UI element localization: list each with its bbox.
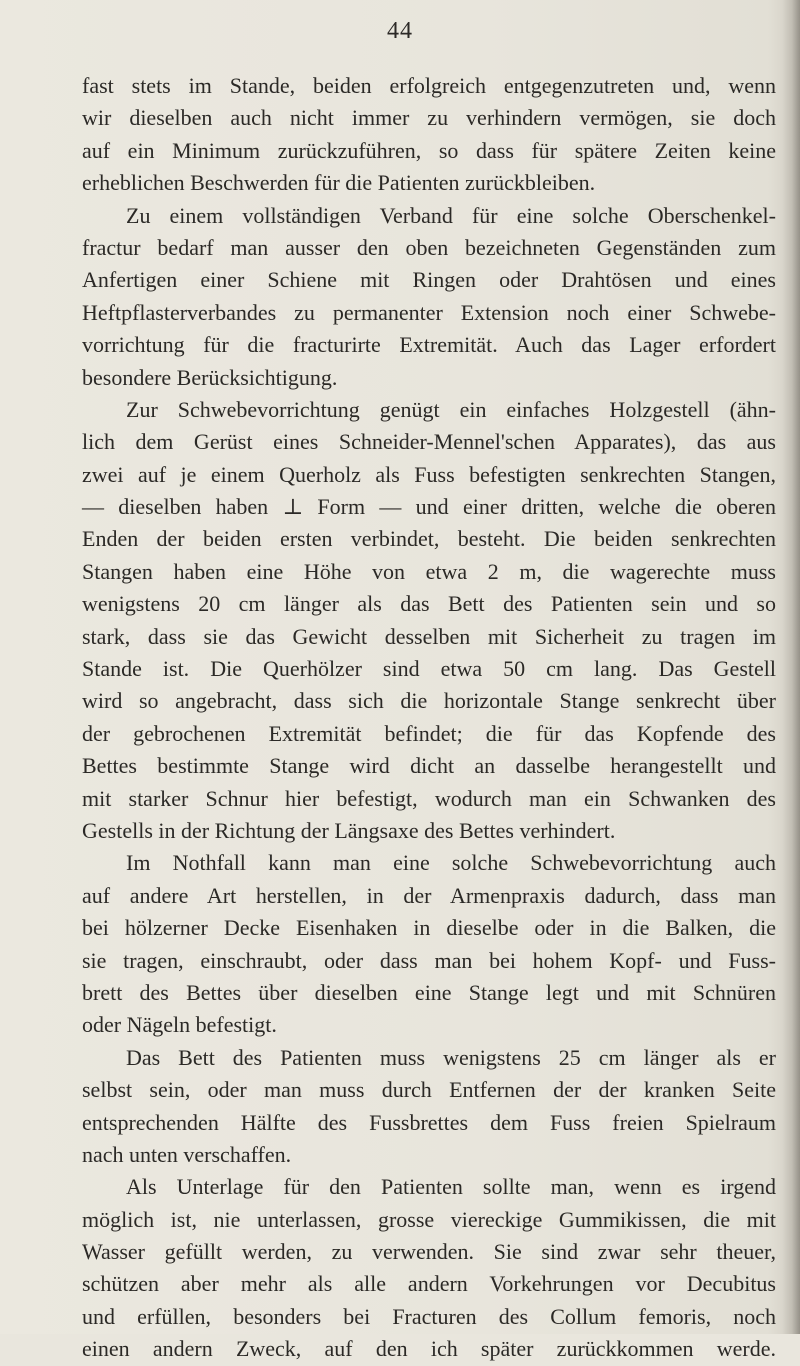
text-line: lich dem Gerüst eines Schneider-Mennel'schen Apparates), das aus — [82, 429, 776, 455]
text-line: Zur Schwebevorrichtung genügt ein einfaches Holzgestell (ähn- — [126, 396, 776, 422]
text-line: sie tragen, einschraubt, oder dass man bei hohem Kopf- und Fuss- — [82, 947, 776, 973]
text-line: fast stets im Stande, beiden erfolgreich entgegenzutreten und, wenn — [82, 73, 776, 98]
text-line: Stangen haben eine Höhe von etwa 2 m, die wagerechte muss — [82, 558, 776, 584]
text-line: besondere Berücksichtigung. — [82, 364, 338, 390]
text-line: einen andern Zweck, auf den ich später zurückkommen werde. — [82, 1336, 776, 1362]
text-line: und erfüllen, besonders bei Fracturen des Collum femoris, noch — [82, 1303, 776, 1329]
text-line: oder Nägeln befestigt. — [82, 1012, 277, 1038]
text-line: der gebrochenen Extremität befindet; die für das Kopfende des — [82, 720, 776, 746]
text-line: selbst sein, oder man muss durch Entfernen der der kranken Seite — [82, 1077, 776, 1103]
text-line: wir dieselben auch nicht immer zu verhindern vermögen, sie doch — [82, 105, 776, 131]
text-line: bei hölzerner Decke Eisenhaken in dieselbe oder in die Balken, die — [82, 915, 776, 941]
text-line: brett des Bettes über dieselben eine Stange legt und mit Schnüren — [82, 979, 776, 1005]
text-line: Stande ist. Die Querhölzer sind etwa 50 cm lang. Das Gestell — [82, 656, 776, 682]
text-line: wird so angebracht, dass sich die horizontale Stange senkrecht über — [82, 688, 776, 714]
text-line: erheblichen Beschwerden für die Patienten zurückbleiben. — [82, 170, 596, 196]
text-line: Anfertigen einer Schiene mit Ringen oder Drahtösen und eines — [82, 267, 776, 293]
text-line: wenigstens 20 cm länger als das Bett des Patienten sein und so — [82, 591, 776, 617]
body-text — [82, 70, 776, 1366]
text-line: Bettes bestimmte Stange wird dicht an dasselbe herangestellt und — [82, 753, 776, 779]
text-line: Im Nothfall kann man eine solche Schwebevorrichtung auch — [126, 850, 776, 876]
text-line: Gestells in der Richtung der Längsaxe des Bettes verhindert. — [82, 817, 616, 843]
text-line: mit starker Schnur hier befestigt, wodurch man ein Schwanken des — [82, 785, 776, 811]
text-line: stark, dass sie das Gewicht desselben mit Sicherheit zu tragen im — [82, 623, 776, 649]
text-line: Als Unterlage für den Patienten sollte man, wenn es irgend — [126, 1174, 776, 1200]
text-line: auf andere Art herstellen, in der Armenpraxis dadurch, dass man — [82, 882, 776, 908]
text-line: zwei auf je einem Querholz als Fuss befestigten senkrechten Stangen, — [82, 461, 776, 487]
text-line: fractur bedarf man ausser den oben bezeichneten Gegenständen zum — [82, 234, 776, 260]
text-line: Zu einem vollständigen Verband für eine solche Oberschenkel- — [126, 202, 776, 228]
text-line: Wasser gefüllt werden, zu verwenden. Sie sind zwar sehr theuer, — [82, 1239, 776, 1265]
text-line: auf ein Minimum zurückzuführen, so dass für spätere Zeiten keine — [82, 137, 776, 163]
text-line: — dieselben haben ⊥ Form — und einer dritten, welche die oberen — [82, 494, 776, 520]
text-line: Heftpflasterverbandes zu permanenter Extension noch einer Schwebe- — [82, 299, 776, 325]
text-line: vorrichtung für die fracturirte Extremität. Auch das Lager erfordert — [82, 332, 776, 358]
text-line: Das Bett des Patienten muss wenigstens 25 cm länger als er — [126, 1044, 776, 1070]
text-line: schützen aber mehr als alle andern Vorkehrungen vor Decubitus — [82, 1271, 776, 1297]
page-edge-shadow — [782, 0, 800, 1334]
text-line: Enden der beiden ersten verbindet, besteht. Die beiden senkrechten — [82, 526, 776, 552]
text-line: nach unten verschaffen. — [82, 1141, 292, 1167]
page-number: 44 — [387, 18, 413, 44]
text-line: möglich ist, nie unterlassen, grosse viereckige Gummikissen, die mit — [82, 1206, 776, 1232]
text-line: entsprechenden Hälfte des Fussbrettes dem Fuss freien Spielraum — [82, 1109, 776, 1135]
